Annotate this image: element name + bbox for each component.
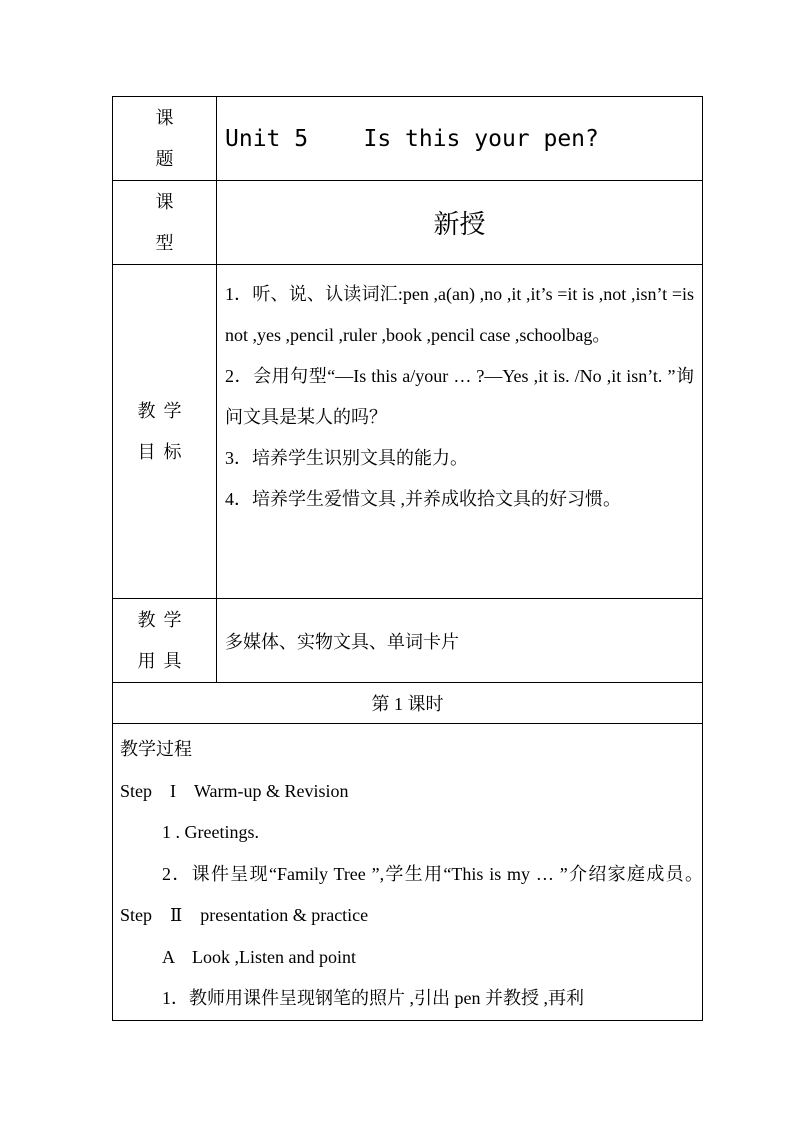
goals-label: 教学目标 — [137, 400, 190, 462]
process-row — [113, 724, 703, 1021]
process-heading: 教学过程 — [120, 739, 192, 759]
goal-item-2: 2．会用句型“—Is this a/your … ?—Yes ,it is. /No ,it isn’t. ”询问文具是某人的吗？ — [225, 366, 694, 427]
type-label: 课型 — [155, 191, 174, 253]
topic-row — [113, 97, 703, 181]
tools-value: 多媒体、实物文具、单词卡片 — [217, 599, 703, 683]
goal-item-1: 1．听、说、认读词汇:pen ,a(an) ,no ,it ,it’s =it is ,not ,isn’t =is not ,yes ,pencil ,ruler ,book ,pencil case ,schoolbag。 — [225, 284, 694, 345]
lesson-time: 第 1 课时 — [113, 683, 703, 724]
process-item-2: 2．课件呈现“Family Tree ”,学生用“This is my … ”介绍家庭成员。 Step Ⅱ presentation & practice — [120, 863, 712, 925]
goals-row — [113, 265, 703, 599]
topic-label: 课题 — [155, 107, 174, 169]
type-label-cell — [113, 181, 217, 265]
topic-label-cell — [113, 97, 217, 181]
tools-label: 教学用具 — [137, 609, 190, 671]
goal-item-4: 4．培养学生爱惜文具 ,并养成收拾文具的好习惯。 — [225, 489, 621, 509]
tools-label-cell — [113, 599, 217, 683]
lesson-time-row — [113, 683, 703, 724]
goals-label-cell — [113, 265, 217, 599]
process-section-a: A Look ,Listen and point — [162, 946, 356, 967]
topic-value: Unit 5 Is this your pen? — [217, 97, 703, 181]
type-value: 新授 — [217, 181, 703, 265]
tools-row — [113, 599, 703, 683]
goal-item-3: 3．培养学生识别文具的能力。 — [225, 448, 468, 468]
process-step-1: Step I Warm-up & Revision — [120, 780, 349, 801]
process-item-1: 1 . Greetings. — [162, 822, 259, 842]
process-content — [113, 724, 712, 1021]
process-item-a1: 1．教师用课件呈现钢笔的照片 ,引出 pen 并教授 ,再利 — [162, 988, 584, 1008]
type-row — [113, 181, 703, 265]
lesson-plan-table — [112, 96, 712, 1021]
goals-content — [217, 265, 703, 599]
